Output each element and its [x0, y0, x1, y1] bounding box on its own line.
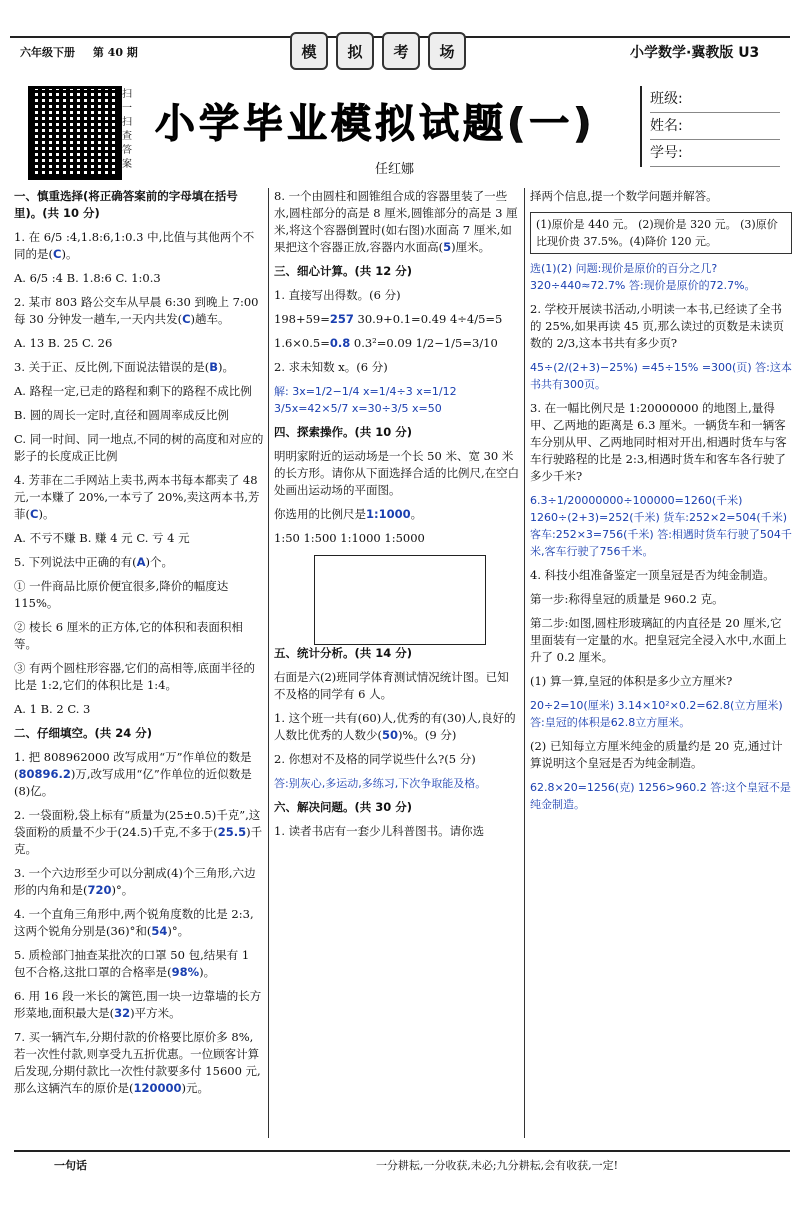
column-3: [530, 188, 792, 820]
column-2: [274, 188, 520, 847]
question-body: 4. 芳菲在二手网站上卖书,两本书每本都卖了 48 元,一本赚了 20%,一本亏了 20%,卖这两本书,芳菲(: [14, 473, 260, 521]
answer-fill: 50: [382, 728, 399, 742]
question-body: 3. 关于正、反比例,下面说法错误的是(: [14, 360, 210, 374]
footer: [14, 1150, 790, 1178]
question-body: 7. 买一辆汽车,分期付款的价格要比原价多 8%,若一次性付款,则享受九五折优惠。一位顾客计算后发现,分期付款比一次性付款要多付 15600 元,那么这辆汽车的原价是(: [14, 1030, 261, 1095]
question-text: [274, 359, 520, 376]
qr-code[interactable]: [28, 86, 122, 180]
question-text: [14, 472, 264, 523]
question-body: 2. 一袋面粉,袋上标有“质量为(25±0.5)千克”,这袋面粉的质量不少于(24.5)千克,不多于(: [14, 808, 261, 839]
question-text: [14, 660, 264, 694]
header-left: [20, 44, 152, 60]
banner-tile: 模: [290, 32, 328, 70]
question-body: 第一步:称得皇冠的质量是 960.2 克。: [530, 592, 724, 606]
question-body: 1. 把 808962000 改写成用“万”作单位的数是(: [14, 750, 252, 781]
question-text: [274, 710, 520, 744]
answer-fill: 54: [151, 924, 168, 938]
question-tail: )。: [218, 360, 235, 374]
question-tail: )。: [38, 507, 55, 521]
question-body: 明明家附近的运动场是一个长 50 米、宽 30 米的长方形。请你从下面选择合适的比例尺,在空白处画出运动场的平面图。: [274, 449, 520, 497]
question-body: 5. 下列说法中正确的有(: [14, 555, 137, 569]
author: 任红娜: [375, 162, 415, 177]
question-text: [274, 448, 520, 499]
question-body: 1. 在 6/5 :4,1.8:6,1:0.3 中,比值与其他两个不同的是(: [14, 230, 255, 261]
section-heading: 三、细心计算。(共 12 分): [274, 264, 413, 278]
question-body: 6. 用 16 段一米长的篱笆,围一块一边靠墙的长方形菜地,面积最大是(: [14, 989, 262, 1020]
answer-fill: 5: [443, 240, 452, 254]
question-tail: )个。: [145, 555, 174, 569]
question-body: 2. 你想对不及格的同学说些什么?(5 分): [274, 752, 476, 766]
question-text: [14, 359, 264, 376]
question-text: [14, 530, 264, 547]
question-tail: )。: [199, 965, 216, 979]
issue-label: 第 40 期: [92, 46, 138, 59]
question-text: [14, 578, 264, 612]
question-text: [14, 270, 264, 287]
question-body: ② 棱长 6 厘米的正方体,它的体积和表面积相等。: [14, 620, 243, 651]
question-body: ① 一件商品比原价便宜很多,降价的幅度达 115%。: [14, 579, 229, 610]
section-heading: 四、探索操作。(共 10 分): [274, 425, 413, 439]
student-info: [640, 86, 780, 167]
question-text: [274, 311, 520, 328]
question-tail: )平方米。: [130, 1006, 181, 1020]
question-text: [14, 865, 264, 899]
name-field[interactable]: 姓名:: [650, 113, 780, 140]
question-body: B. 圆的周长一定时,直径和圆周率成反比例: [14, 408, 229, 422]
question-body: (2) 已知每立方厘米纯金的质量约是 20 克,通过计算说明这个皇冠是否为纯金制造。: [530, 739, 783, 770]
answer-fill: 1:1000: [366, 507, 411, 521]
question-text: [14, 988, 264, 1022]
info-box: (1)原价是 440 元。 (2)现价是 320 元。 (3)原价比现价贵 37.5%。(4)降价 120 元。: [530, 212, 792, 254]
question-text: [530, 738, 792, 772]
answer-fill: 120000: [133, 1081, 182, 1095]
column-1: [14, 188, 264, 1104]
answer-fill: 25.5: [217, 825, 247, 839]
question-text: [14, 229, 264, 263]
question-body: 3. 在一幅比例尺是 1:20000000 的地图上,量得甲、乙两地的距离是 6.3 厘米。一辆货车和一辆客车分别从甲、乙两地同时相对开出,相遇时货车与客车行驶路程的比是 2:3,相遇时货车和客车各行驶了多少千米?: [530, 401, 787, 483]
section-heading: 五、统计分析。(共 14 分): [274, 646, 413, 660]
answer-fill: C: [30, 507, 39, 521]
question-body: 4. 科技小组准备鉴定一顶皇冠是否为纯金制造。: [530, 568, 775, 582]
qr-side-text: 扫一扫 查答案: [122, 89, 132, 170]
question-text: [14, 1029, 264, 1097]
question-text: [14, 619, 264, 653]
question-text: [530, 301, 792, 352]
question-body: 右面是六(2)班同学体育测试情况统计图。已知不及格的同学有 6 人。: [274, 670, 509, 701]
footer-label: 一句话: [54, 1159, 87, 1172]
question-body: 3. 一个六边形至少可以分割成(4)个三角形,六边形的内角和是(: [14, 866, 256, 897]
answer-fill: A: [136, 555, 146, 569]
question-body: A. 6/5 :4 B. 1.8:6 C. 1:0.3: [14, 271, 161, 285]
question-body: A. 13 B. 25 C. 26: [14, 336, 113, 350]
question-text: [530, 591, 792, 608]
question-text: [274, 530, 520, 547]
answer-fill: B: [209, 360, 219, 374]
question-text: [14, 383, 264, 400]
question-body: (1) 算一算,皇冠的体积是多少立方厘米?: [530, 674, 733, 688]
answer-text: 62.8×20=1256(克) 1256>960.2 答:这个皇冠不是纯金制造。: [530, 781, 791, 811]
question-body: A. 不亏不赚 B. 赚 4 元 C. 亏 4 元: [14, 531, 190, 545]
question-tail: )°。: [111, 883, 134, 897]
answer-fill: 80896.2: [18, 767, 71, 781]
section-heading: 二、仔细填空。(共 24 分): [14, 726, 153, 740]
question-text: [530, 615, 792, 666]
answer-text: 选(1)(2) 问题:现价是原价的百分之几? 320÷440≈72.7% 答:现价是原价的72.7%。: [530, 262, 756, 292]
footer-quote: 一分耕耘,一分收获,未必;九分耕耘,会有收获,一定!: [375, 1159, 619, 1172]
question-body: 2. 求未知数 x。(6 分): [274, 360, 388, 374]
answer-fill: 257: [329, 312, 354, 326]
question-text: [14, 407, 264, 424]
question-text: [274, 751, 520, 768]
answer-text: 45÷(2/(2+3)−25%) =45÷15% =300(页) 答:这本书共有300页。: [530, 361, 792, 391]
banner-tile: 场: [428, 32, 466, 70]
question-body: C. 同一时间、同一地点,不同的树的高度和对应的影子的长度成正比例: [14, 432, 264, 463]
question-tail: 0.3²=0.09 1/2−1/5=3/10: [350, 336, 498, 350]
question-body: 4. 一个直角三角形中,两个锐角度数的比是 2:3,这两个锐角分别是(36)°和(: [14, 907, 254, 938]
question-text: [530, 188, 792, 205]
page-title: 小学毕业模拟试题(一): [155, 101, 596, 147]
answer-fill: 0.8: [329, 336, 351, 350]
question-body: 你选用的比例尺是: [274, 507, 366, 521]
banner-tile: 考: [382, 32, 420, 70]
answer-fill: C: [182, 312, 191, 326]
question-text: [530, 400, 792, 485]
question-text: [14, 749, 264, 800]
question-body: 2. 某市 803 路公交车从早晨 6:30 到晚上 7:00 每 30 分钟发一趟车,一天内共发(: [14, 295, 259, 326]
answer-text: 答:别灰心,多运动,多练习,下次争取能及格。: [274, 777, 487, 790]
answer-fill: C: [53, 247, 62, 261]
question-body: 1.6×0.5=: [274, 336, 330, 350]
question-text: [530, 567, 792, 584]
question-text: [530, 673, 792, 690]
column-divider: [524, 188, 525, 1138]
answer-text: 解: 3x=1/2−1/4 x=1/4÷3 x=1/12 3/5x=42×5/7 x=30÷3/5 x=50: [274, 385, 457, 415]
question-body: 2. 学校开展读书活动,小明读一本书,已经读了全书的 25%,如果再读 45 页,那么读过的页数是未读页数的 2/3,这本书共有多少页?: [530, 302, 784, 350]
question-body: 198+59=: [274, 312, 330, 326]
question-body: 8. 一个由圆柱和圆锥组合成的容器里装了一些水,圆柱部分的高是 8 厘米,圆锥部分的高是 3 厘米,将这个容器倒置时(如右图)水面高 7 厘米,如果把这个容器正放,容器内水面高(: [274, 189, 518, 254]
drawing-area: [314, 555, 486, 645]
question-text: [14, 554, 264, 571]
answer-fill: 720: [87, 883, 112, 897]
question-tail: )趟车。: [190, 312, 230, 326]
question-body: 择两个信息,提一个数学问题并解答。: [530, 189, 718, 203]
question-body: ③ 有两个圆柱形容器,它们的高相等,底面半径的比是 1:2,它们的体积比是 1:4。: [14, 661, 255, 692]
id-field[interactable]: 学号:: [650, 140, 780, 167]
question-text: [274, 335, 520, 352]
answer-fill: 32: [114, 1006, 131, 1020]
question-body: A. 路程一定,已走的路程和剩下的路程不成比例: [14, 384, 252, 398]
answer-fill: 98%: [171, 965, 200, 979]
question-tail: )°。: [167, 924, 190, 938]
edition-label: 小学数学·冀教版 U3: [630, 45, 760, 61]
section-heading: 六、解决问题。(共 30 分): [274, 800, 413, 814]
column-divider: [268, 188, 269, 1138]
question-text: [14, 431, 264, 465]
question-tail: )厘米。: [451, 240, 491, 254]
banner-tile: 拟: [336, 32, 374, 70]
question-text: [14, 335, 264, 352]
question-text: [14, 906, 264, 940]
question-tail: 30.9+0.1=0.49 4÷4/5=5: [353, 312, 503, 326]
answer-text: 6.3÷1/20000000÷100000=1260(千米) 1260÷(2+3)=252(千米) 货车:252×2=504(千米) 客车:252×3=756(千米) 答:相遇时货车行驶了504千米,客车行驶了756千米。: [530, 494, 792, 558]
question-tail: )万,改写成用“亿”作单位的近似数是(8)亿。: [14, 767, 252, 798]
question-text: [274, 287, 520, 304]
question-text: [274, 506, 520, 523]
question-tail: )千克。: [14, 825, 263, 856]
grade-label: 六年级下册: [20, 46, 75, 59]
question-body: 1. 读者书店有一套少儿科普图书。请你选: [274, 824, 485, 838]
question-body: 1. 这个班一共有(60)人,优秀的有(30)人,良好的人数比优秀的人数少(: [274, 711, 516, 742]
question-text: [14, 701, 264, 718]
question-body: 1. 直接写出得数。(6 分): [274, 288, 401, 302]
answer-text: 20÷2=10(厘米) 3.14×10²×0.2=62.8(立方厘米) 答:皇冠的体积是62.8立方厘米。: [530, 699, 783, 729]
question-tail: )元。: [181, 1081, 210, 1095]
question-text: [274, 188, 520, 256]
question-text: [14, 807, 264, 858]
banner: [290, 32, 466, 70]
question-body: A. 1 B. 2 C. 3: [14, 702, 91, 716]
question-body: 1:50 1:500 1:1000 1:5000: [274, 531, 425, 545]
question-body: 5. 质检部门抽查某批次的口罩 50 包,结果有 1 包不合格,这批口罩的合格率是(: [14, 948, 250, 979]
question-tail: )。: [61, 247, 78, 261]
question-text: [274, 823, 520, 840]
section-heading: 一、慎重选择(将正确答案前的字母填在括号里)。(共 10 分): [14, 189, 238, 220]
question-tail: 。: [410, 507, 423, 521]
question-text: [14, 294, 264, 328]
question-tail: )%。(9 分): [398, 728, 457, 742]
question-text: [14, 947, 264, 981]
class-field[interactable]: 班级:: [650, 86, 780, 113]
question-text: [274, 669, 520, 703]
question-body: 第二步:如图,圆柱形玻璃缸的内直径是 20 厘米,它里面装有一定量的水。把皇冠完全浸入水中,水面上升了 0.2 厘米。: [530, 616, 787, 664]
